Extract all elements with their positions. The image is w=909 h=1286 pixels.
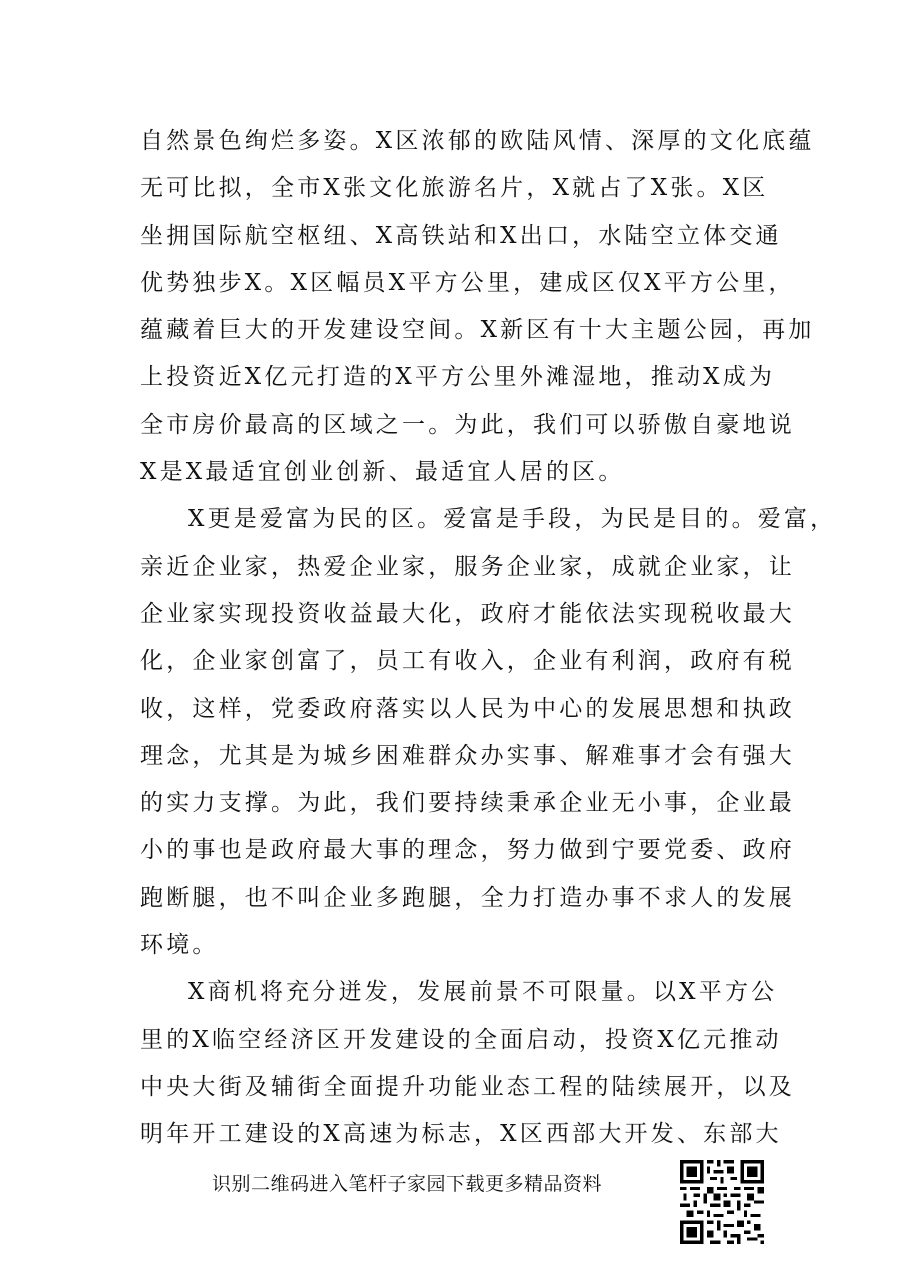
text-line: 环境。 — [140, 932, 219, 959]
text-line: 企业家实现投资收益最大化，政府才能依法实现税收最大 — [140, 600, 795, 627]
text-line: 跑断腿，也不叫企业多跑腿，全力打造办事不求人的发展 — [140, 884, 795, 911]
text-line: 化，企业家创富了，员工有收入，企业有利润，政府有税 — [140, 648, 795, 675]
text-line: 的实力支撑。为此，我们要持续秉承企业无小事，企业最 — [140, 790, 795, 817]
text-line: 中央大街及辅街全面提升功能业态工程的陆续展开，以及 — [140, 1073, 795, 1100]
text-line: 理念，尤其是为城乡困难群众办实事、解难事才会有强大 — [140, 742, 795, 769]
text-line: 自然景色绚烂多姿。X区浓郁的欧陆风情、深厚的文化底蕴 — [140, 128, 815, 154]
text-line: 明年开工建设的X高速为标志，X区西部大开发、东部大 — [140, 1121, 782, 1148]
text-line: X是X最适宜创业创新、最适宜人居的区。 — [140, 459, 625, 486]
text-line: 全市房价最高的区域之一。为此，我们可以骄傲自豪地说 — [140, 411, 795, 438]
body-text — [140, 118, 837, 1159]
text-line: 收，这样，党委政府落实以人民为中心的发展思想和执政 — [140, 695, 795, 722]
text-line: 上投资近X亿元打造的X平方公里外滩湿地，推动X成为 — [140, 364, 776, 391]
text-line: 小的事也是政府最大事的理念，努力做到宁要党委、政府 — [140, 837, 795, 864]
text-line: 里的X临空经济区开发建设的全面启动，投资X亿元推动 — [140, 1026, 782, 1053]
qr-code-icon[interactable] — [680, 1160, 764, 1244]
paragraph-start-line: X更是爱富为民的区。爱富是手段，为民是目的。爱富， — [188, 506, 837, 533]
paragraph-start-line: X商机将充分迸发，发展前景不可限量。以X平方公 — [188, 979, 778, 1006]
footer-download-prompt: 识别二维码进入笔杆子家园下载更多精品资料 — [212, 1173, 603, 1195]
text-line: 无可比拟，全市X张文化旅游名片，X就占了X张。X区 — [140, 175, 769, 202]
text-line: 蕴藏着巨大的开发建设空间。X新区有十大主题公园，再加 — [140, 317, 815, 344]
text-line: 坐拥国际航空枢纽、X高铁站和X出口，水陆空立体交通 — [140, 222, 782, 249]
text-line: 亲近企业家，热爱企业家，服务企业家，成就企业家，让 — [140, 553, 795, 580]
text-line: 优势独步X。X区幅员X平方公里，建成区仅X平方公里， — [140, 269, 795, 296]
